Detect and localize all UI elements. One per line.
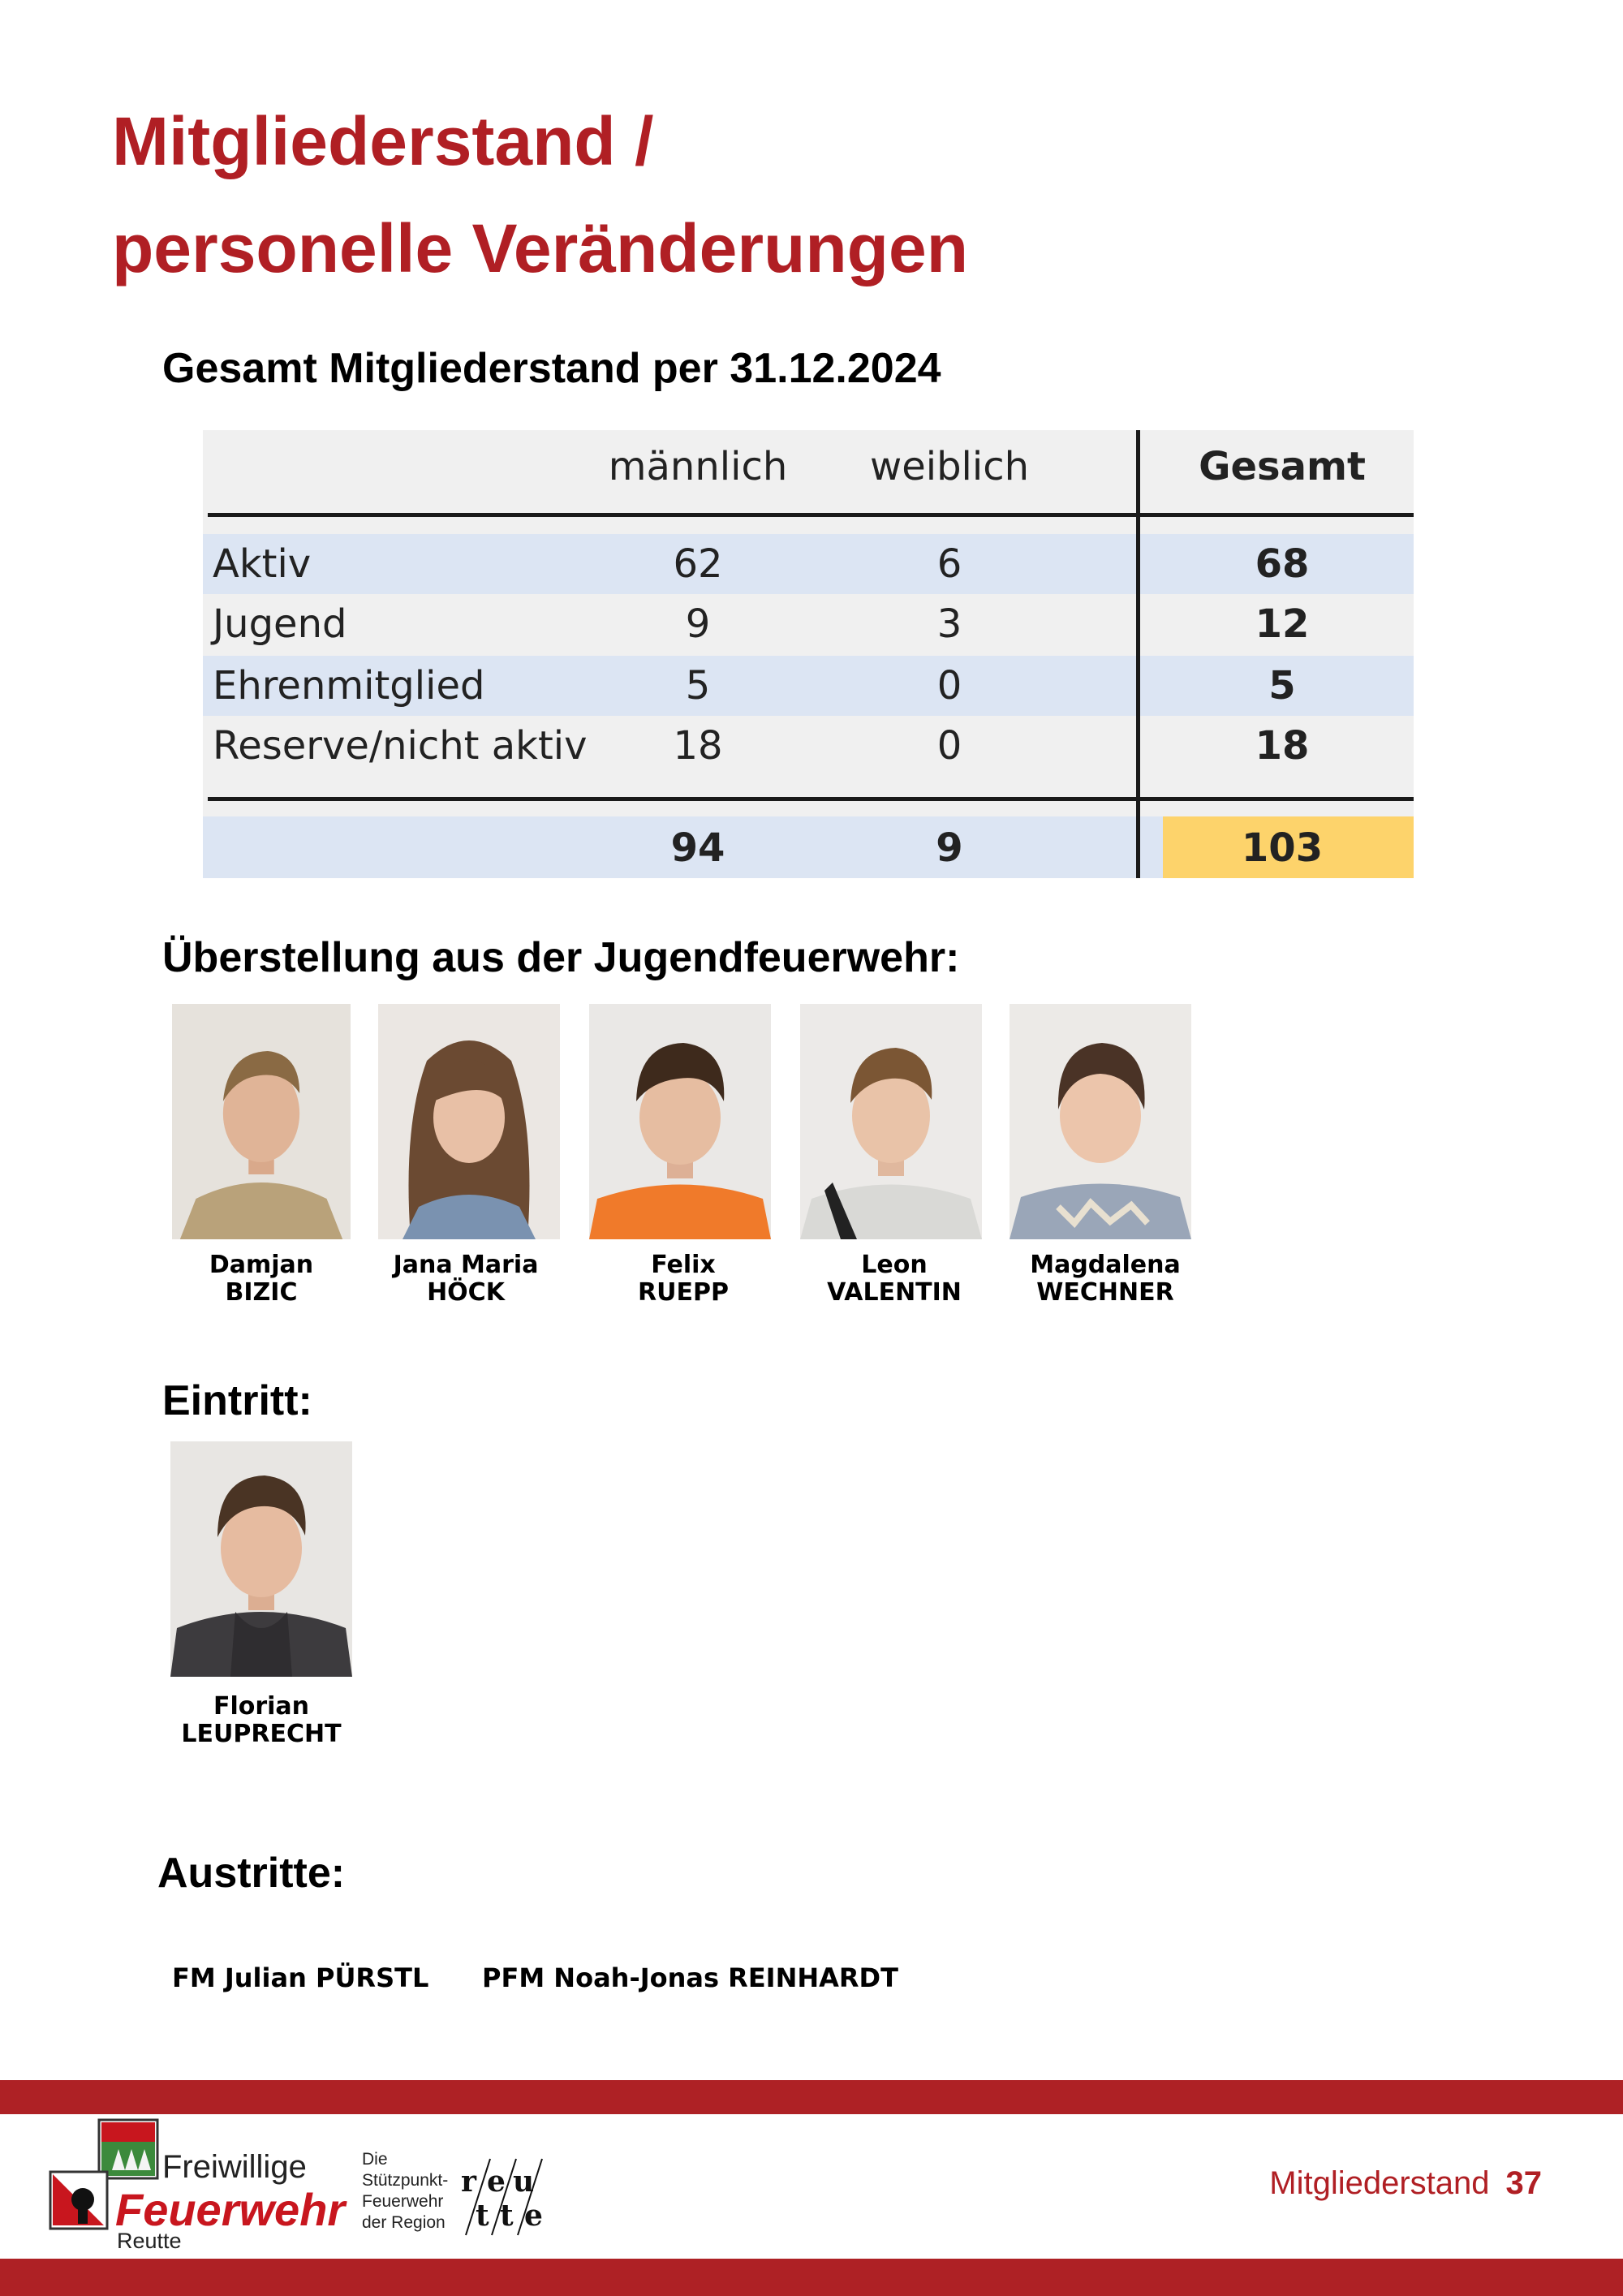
tagline-line: Stützpunkt- (362, 2171, 449, 2190)
portrait-photo (170, 1441, 352, 1677)
transfer-name (992, 1251, 1219, 1307)
first-name: Leon (861, 1251, 928, 1279)
entry-heading: Eintritt: (162, 1377, 312, 1424)
row-total: 12 (1255, 601, 1310, 647)
transfer-name (148, 1251, 375, 1307)
col-header-total: Gesamt (1199, 444, 1366, 489)
svg-text:t: t (500, 2199, 514, 2233)
row-male: 18 (673, 723, 723, 769)
table-rule-top (208, 513, 1414, 517)
portrait-photo (589, 1004, 771, 1239)
exits-heading: Austritte: (157, 1850, 346, 1897)
first-name: Magdalena (1030, 1251, 1181, 1279)
last-name: RUEPP (638, 1278, 729, 1307)
tagline-line: Feuerwehr (362, 2192, 444, 2211)
first-name: Felix (651, 1251, 716, 1279)
row-female: 0 (936, 663, 962, 709)
first-name: Damjan (209, 1251, 314, 1279)
total-male: 94 (670, 825, 725, 871)
first-name: Florian (213, 1692, 310, 1721)
portrait-photo (800, 1004, 982, 1239)
portrait-photo (378, 1004, 560, 1239)
total-female: 9 (936, 825, 963, 871)
row-female: 0 (936, 723, 962, 769)
footer-bottom-bar (0, 2259, 1623, 2296)
tagline-line: Die (362, 2150, 388, 2169)
entry-name (148, 1693, 375, 1748)
last-name: WECHNER (1036, 1278, 1174, 1307)
exit-item: PFM Noah-Jonas REINHARDT (482, 1962, 898, 1993)
portrait-photo (1010, 1004, 1191, 1239)
svg-text:e: e (524, 2199, 543, 2233)
footer-section-label: Mitgliederstand (1269, 2165, 1490, 2201)
svg-text:e: e (487, 2165, 506, 2199)
page-number: 37 (1505, 2165, 1542, 2201)
total-all: 103 (1241, 825, 1324, 871)
last-name: VALENTIN (827, 1278, 962, 1307)
row-male: 9 (685, 601, 711, 647)
row-female: 6 (936, 541, 962, 587)
col-header-male: männlich (608, 444, 788, 489)
footer-tagline (362, 2149, 448, 2234)
transfer-name (781, 1251, 1008, 1307)
portrait-photo (172, 1004, 351, 1239)
row-label: Aktiv (213, 541, 312, 587)
last-name: BIZIC (225, 1278, 298, 1307)
logo-text-feuerwehr: Feuerwehr (115, 2184, 346, 2235)
svg-text:u: u (513, 2165, 535, 2199)
transfer-name (352, 1251, 579, 1307)
svg-text:t: t (476, 2199, 489, 2233)
last-name: LEUPRECHT (181, 1720, 342, 1748)
table-rule-bottom (208, 797, 1414, 801)
last-name: HÖCK (427, 1278, 505, 1307)
transfer-heading: Überstellung aus der Jugendfeuerwehr: (162, 934, 960, 981)
col-header-female: weiblich (869, 444, 1030, 489)
row-male: 62 (673, 541, 723, 587)
logo-text-freiwillige: Freiwillige (162, 2149, 307, 2185)
row-total: 18 (1255, 723, 1310, 769)
reutte-wordmark-logo (459, 2156, 549, 2237)
row-label: Reserve/nicht aktiv (213, 723, 588, 769)
page-title-line2: personelle Veränderungen (112, 210, 969, 286)
transfer-name (570, 1251, 797, 1307)
row-female: 3 (936, 601, 962, 647)
row-total: 68 (1255, 541, 1310, 587)
row-total: 5 (1268, 663, 1296, 709)
footer-section (1269, 2165, 1542, 2202)
page-title-line1: Mitgliederstand / (112, 103, 654, 179)
row-label: Jugend (213, 601, 347, 647)
row-male: 5 (685, 663, 711, 709)
first-name: Jana Maria (393, 1251, 539, 1279)
logo-text-reutte: Reutte (117, 2229, 182, 2253)
exit-item: FM Julian PÜRSTL (172, 1962, 429, 1993)
members-table (203, 430, 1414, 878)
row-label: Ehrenmitglied (213, 663, 485, 709)
footer-top-bar (0, 2080, 1623, 2114)
svg-text:r: r (461, 2165, 476, 2199)
tagline-line: der Region (362, 2213, 446, 2232)
table-vertical-rule (1136, 430, 1140, 878)
members-total-heading: Gesamt Mitgliederstand per 31.12.2024 (162, 345, 941, 392)
